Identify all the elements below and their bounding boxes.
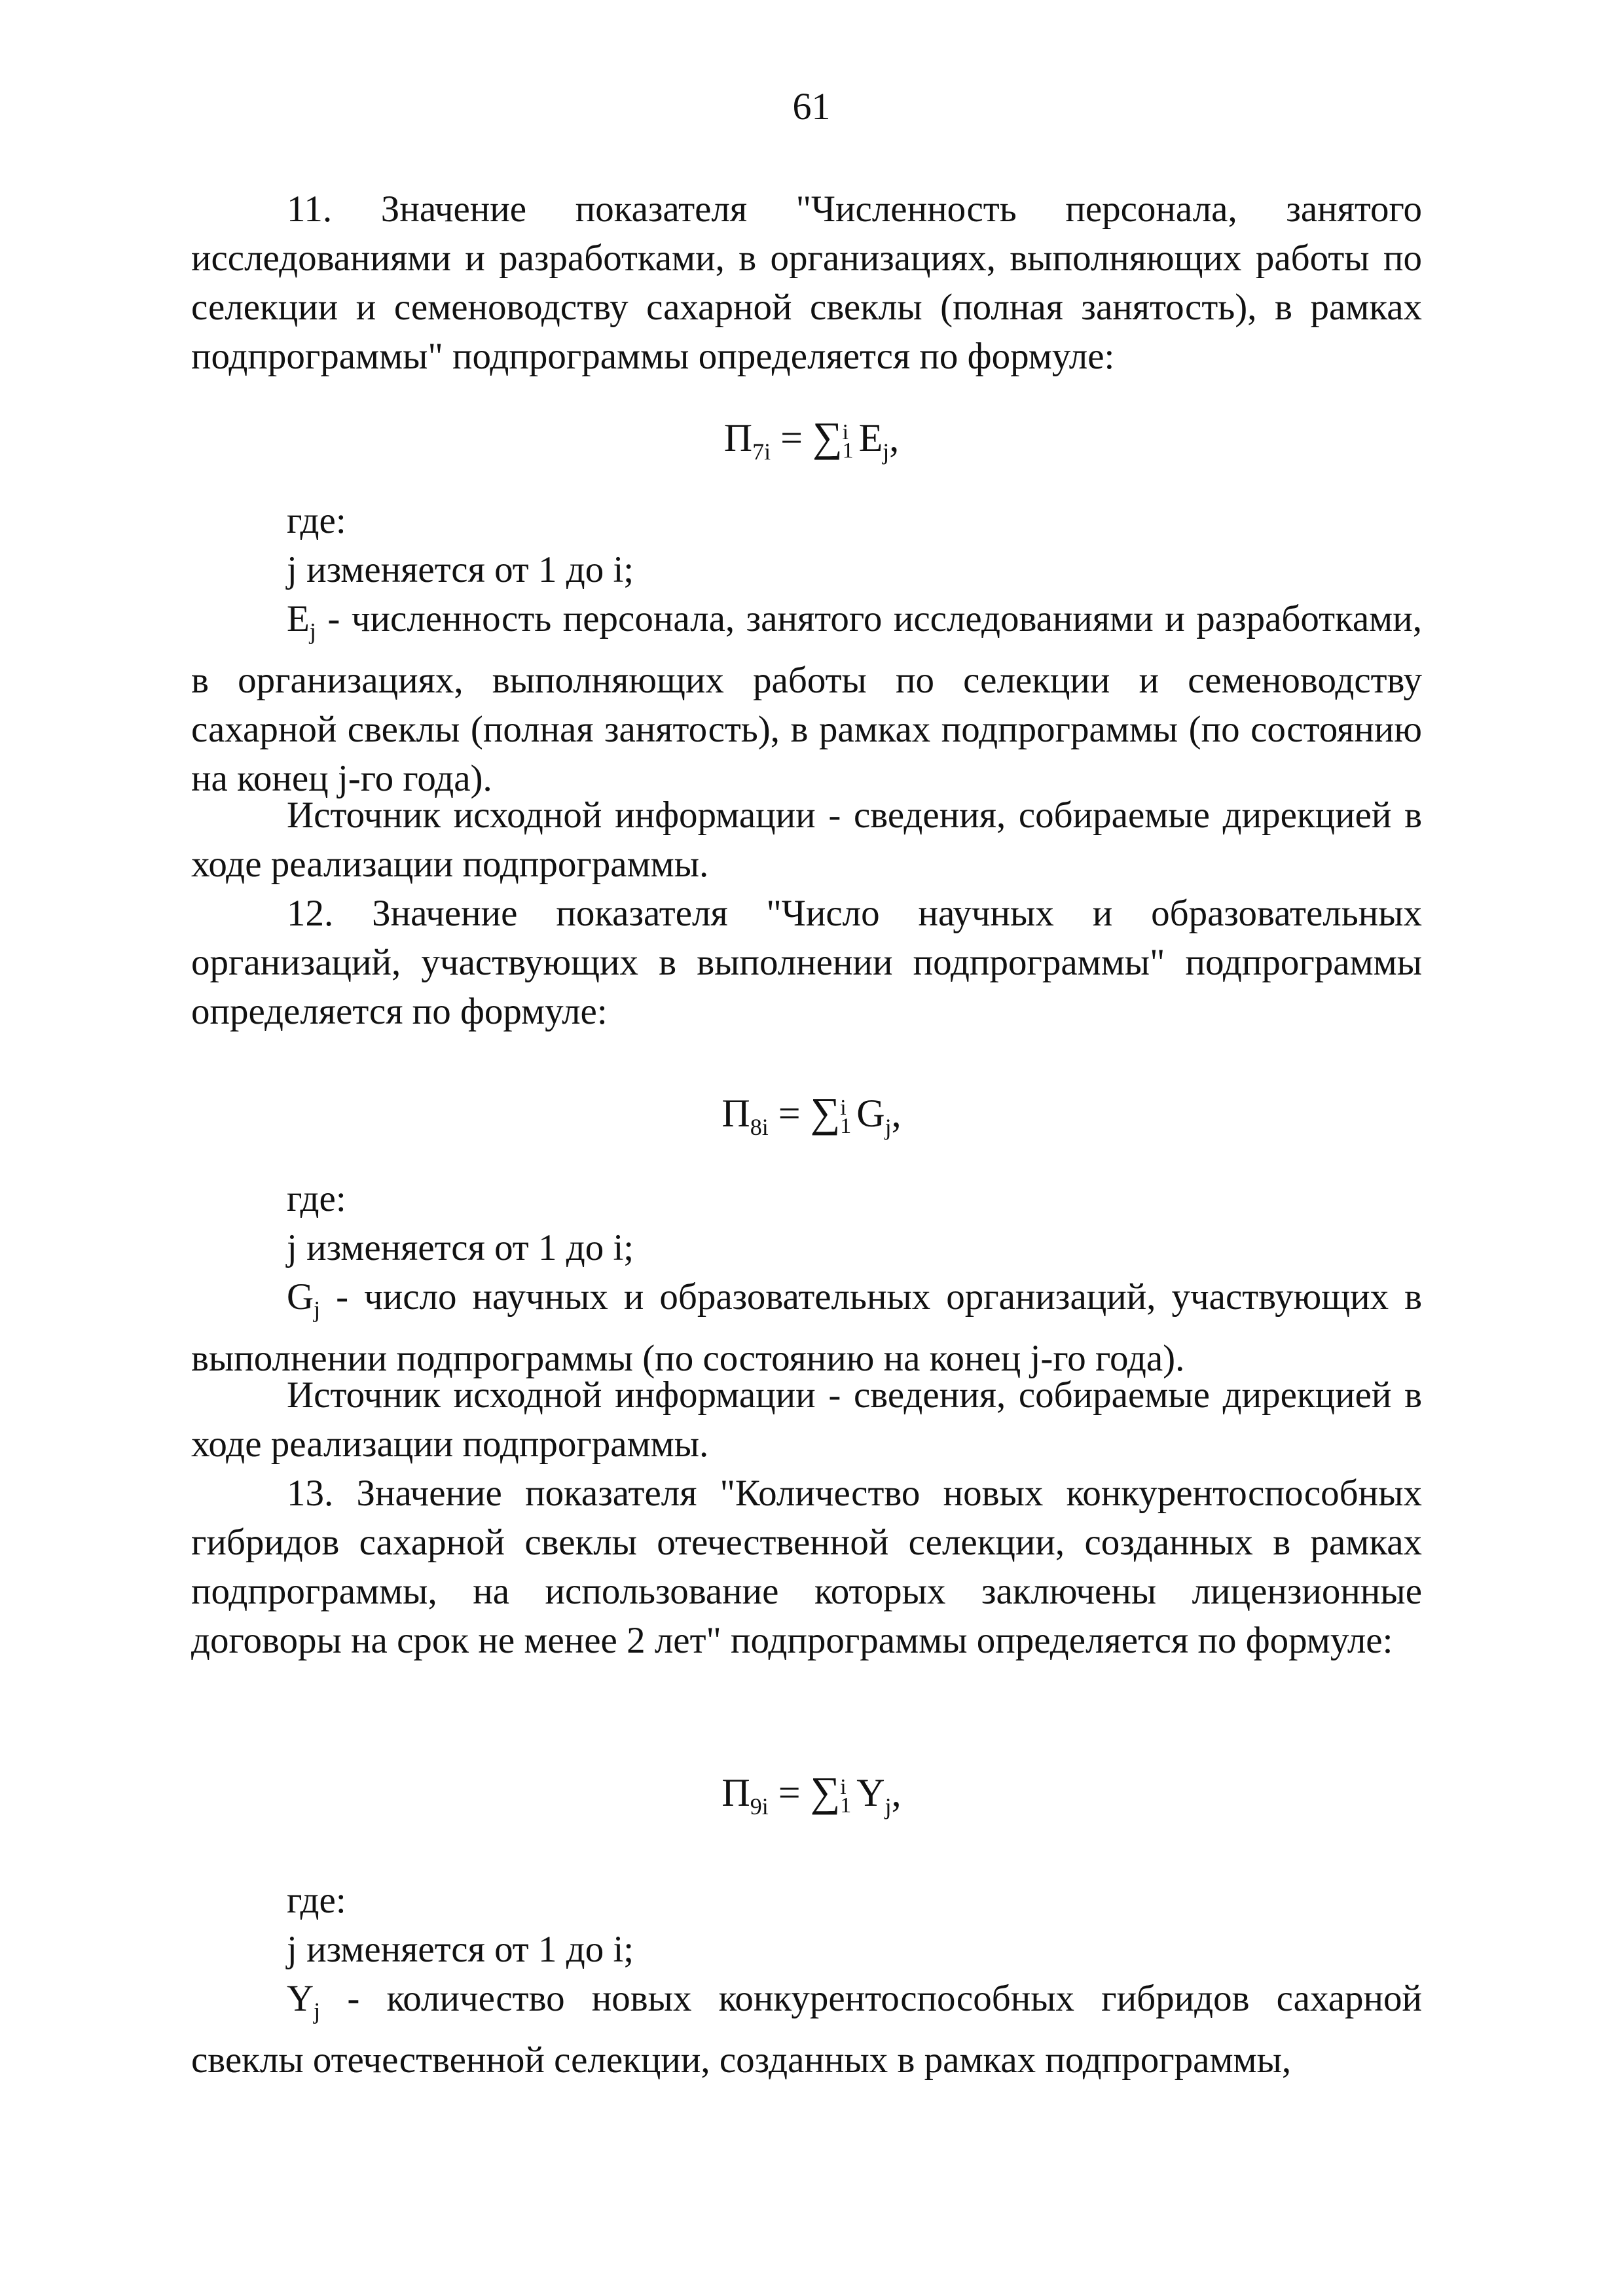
sum-lower-limit: 1 xyxy=(840,1793,852,1818)
formula-equals: = xyxy=(778,1771,801,1814)
where-label: где: xyxy=(287,1178,346,1219)
paragraph-12: 12. Значение показателя "Число научных и образовательных организаций, участвующих в выполнении подпрограммы" подпрограммы определяется по формуле: xyxy=(191,893,1422,1032)
formula-variable-subscript: j xyxy=(883,439,890,465)
variable-g-subscript: j xyxy=(314,1296,321,1323)
paragraph-11: 11. Значение показателя "Численность персонала, занятого исследованиями и разработками, в организациях, выполняющих работы по селекции и семеноводству сахарной свеклы (полная занятость), в рамках подпрограммы" подпрограммы определяется по формуле: xyxy=(191,188,1422,377)
formula-lhs: П xyxy=(721,1771,750,1814)
definition-g-text: - число научных и образовательных организаций, участвующих в выполнении подпрограммы (по состоянию на конец j-го года). xyxy=(191,1276,1422,1380)
sum-upper-limit: i xyxy=(840,1775,847,1800)
index-range: j изменяется от 1 до i; xyxy=(287,549,634,590)
variable-e-subscript: j xyxy=(309,618,316,645)
definition-e-text: - численность персонала, занятого исследованиями и разработками, в организациях, выполняющих работы по селекции и семеноводству сахарной свеклы (полная занятость), в рамках подпрограммы (по состоянию на конец j-го года). xyxy=(191,598,1422,800)
formula-tail: , xyxy=(889,416,900,459)
sum-upper-limit: i xyxy=(840,1096,847,1121)
index-range: j изменяется от 1 до i; xyxy=(287,1227,634,1268)
variable-y: Y xyxy=(287,1978,314,2019)
sum-upper-limit: i xyxy=(842,420,849,445)
variable-g: G xyxy=(287,1276,314,1318)
definition-g xyxy=(191,1272,1422,1383)
formula-tail: , xyxy=(891,1771,902,1814)
formula-lhs-subscript: 7i xyxy=(752,439,771,465)
formula-variable-subscript: j xyxy=(884,1114,892,1140)
formula-p7 xyxy=(0,411,1623,478)
index-range: j изменяется от 1 до i; xyxy=(287,1929,634,1970)
formula-variable: Y xyxy=(856,1771,885,1814)
variable-y-subscript: j xyxy=(314,1998,321,2024)
formula-lhs-subscript: 8i xyxy=(750,1114,769,1140)
sum-limits xyxy=(840,1096,852,1139)
sum-limits xyxy=(840,1775,852,1818)
source-info-2: Источник исходной информации - сведения, собираемые дирекцией в ходе реализации подпрограммы. xyxy=(191,1374,1422,1465)
variable-e: E xyxy=(287,598,310,639)
formula-lhs: П xyxy=(721,1092,750,1135)
formula-tail: , xyxy=(891,1092,902,1135)
definition-y xyxy=(191,1974,1422,2085)
sum-symbol: ∑ xyxy=(810,1768,841,1815)
sum-symbol: ∑ xyxy=(812,414,843,460)
formula-p9 xyxy=(0,1766,1623,1833)
where-label: где: xyxy=(287,500,346,541)
paragraph-13: 13. Значение показателя "Количество новых конкурентоспособных гибридов сахарной свеклы отечественной селекции, созданных в рамках подпрограммы, на использование которых заключены лицензионные договоры на срок не менее 2 лет" подпрограммы определяется по формуле: xyxy=(191,1473,1422,1661)
formula-variable: E xyxy=(858,416,883,459)
page-number: 61 xyxy=(792,85,831,128)
formula-p8 xyxy=(0,1086,1623,1153)
formula-lhs-subscript: 9i xyxy=(750,1793,769,1820)
formula-equals: = xyxy=(778,1092,801,1135)
definition-e xyxy=(191,594,1422,803)
source-info-1: Источник исходной информации - сведения, собираемые дирекцией в ходе реализации подпрограммы. xyxy=(191,795,1422,885)
sum-limits xyxy=(842,420,854,463)
formula-equals: = xyxy=(780,416,803,459)
sum-lower-limit: 1 xyxy=(842,439,854,463)
sum-symbol: ∑ xyxy=(810,1089,841,1136)
definition-y-text: - количество новых конкурентоспособных гибридов сахарной свеклы отечественной селекции, созданных в рамках подпрограммы, xyxy=(191,1978,1422,2081)
formula-variable: G xyxy=(856,1092,885,1135)
where-label: где: xyxy=(287,1880,346,1921)
sum-lower-limit: 1 xyxy=(840,1114,852,1139)
formula-variable-subscript: j xyxy=(884,1793,892,1820)
formula-lhs: П xyxy=(723,416,753,459)
